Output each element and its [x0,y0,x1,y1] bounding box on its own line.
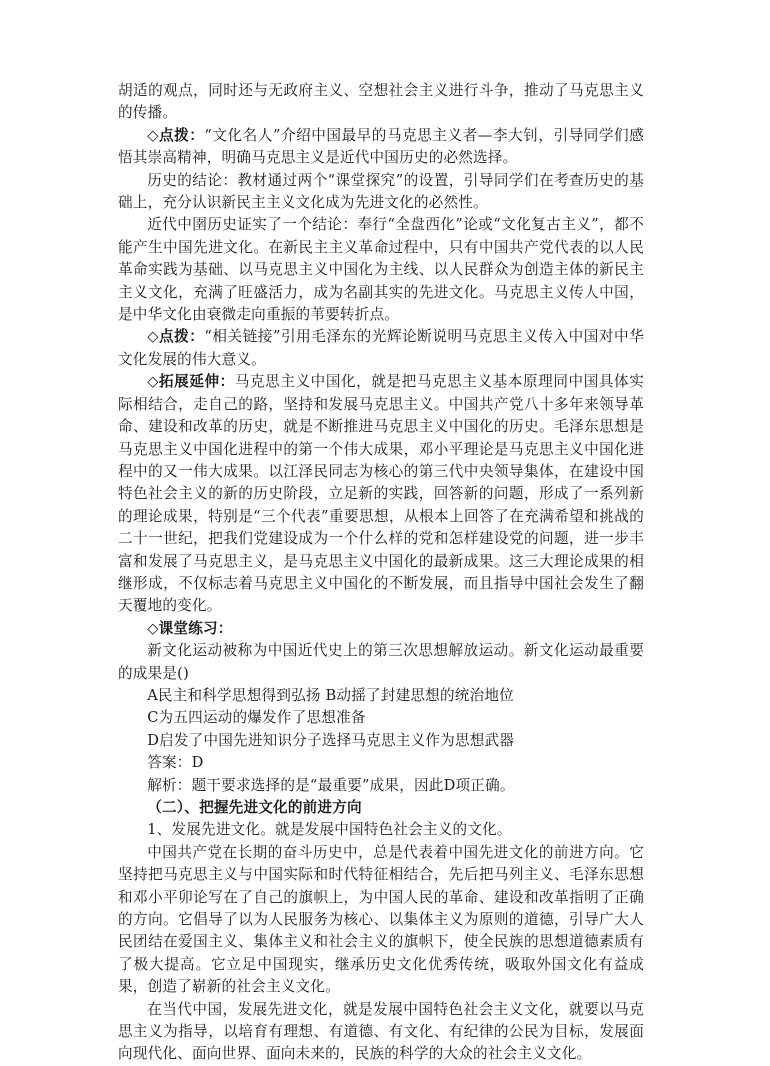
paragraph-develop: 1、发展先进文化。就是发展中国特色社会主义的文化。 [147,821,512,839]
answer: 答案：D [147,754,204,772]
paragraph-tip-1 [118,125,644,170]
tip-text: “相关链接”引用毛泽东的光辉论断说明马克思主义传入中国对中华文化发展的伟大意义。 [118,328,644,368]
paragraph-contemporary: 在当代中国，发展先进文化，就是发展中国特色社会主义文化，就要以马克思主义为指导，以培育有理想、有道德、有文化、有纪律的公民为目标，发展面向现代化、面向世界、面向未来的，民族的科学的大众的社会主义文化。 [118,1000,644,1063]
exercise-label: ◇课堂练习： [147,619,233,637]
tip-label: ◇点拨： [147,126,205,144]
tip-label: ◇点拨： [147,328,205,346]
option-ab: A民主和科学思想得到弘扬 B动摇了封建思想的统治地位 [147,686,514,704]
extension-text: 马克思主义中国化，就是把马克思主义基本原理同中国具体实际相结合，走自己的路，坚持和发展马克思主义。中国共产党八十多年来领导革命、建设和改革的历史，就是不断推进马克思主义中国化的历史。毛泽东思想是马克思主义中国化进程中的第一个伟大成果，邓小平理论是马克思主义中国化进程中的又一伟大成果。以江泽民同志为核心的第三代中央领导集体，在建设中国特色社会主义的新的历史阶段，立足新的实践，回答新的问题，形成了一系列新的理论成果，特别是“三个代表”重要思想，从根本上回答了在充满希望和挑战的二十一世纪，把我们党建设成为一个什么样的党和怎样建设党的问题，进一步丰富和发展了马克思主义，是马克思主义中国化的最新成果。这三大理论成果的相继形成，不仅标志着马克思主义中国化的不断发展，而且指导中国社会发生了翻天覆地的变化。 [118,373,644,615]
paragraph-1: 胡适的观点，同时还与无政府主义、空想社会主义进行斗争，推动了马克思主义的传播。 [118,82,644,122]
option-c: C为五四运动的爆发作了思想准备 [147,709,366,727]
paragraph-history: 近代中圉历史证实了一个结论：奉行“全盘西化”论或“文化复古主义”，都不能产生中国先进文化。在新民主主义革命过程中，只有中国共产党代表的以人民革命实践为基础、以马克思主义中国化为主线、以人民群众为创造主体的新民主主义文化，充满了旺盛活力，成为名副其实的先进文化。马克思主义传人中国，是中华文化由衰微走向重振的苇要转折点。 [118,216,644,324]
section-heading: （二）、把握先进文化的前进方向 [147,799,362,816]
paragraph-tip-2 [118,326,644,371]
paragraph-extension [118,371,644,617]
analysis: 解析：题干要求选择的是“最重要”成果，因此D项正确。 [147,776,515,794]
tip-text: “文化名人”介绍中国最早的马克思主义者—李大钊，引导同学们感悟其崇高精神，明确马克思主义是近代中国历史的必然选择。 [118,126,644,167]
exercise-question: 新文化运动被称为中国近代史上的第三次思想解放运动。新文化运动最重要的成果是() [118,642,644,682]
paragraph-party: 中国共产党在长期的奋斗历史中，总是代表着中国先进文化的前进方向。它坚持把马克思主义与中国实际和时代特征相结合，先后把马列主义、毛泽东思想和邓小平卯论写在了自己的旗帜上，为中国人民的革命、建设和改革指明了正确的方向。它倡导了以为人民服务为核心、以集体主义为原则的道德，引导广大人民团结在爱国主义、集体主义和社会主义的旗帜下，使全民族的思想道德素质有了极大提高。它立足中国现实，继承历史文化优秀传统，吸取外国文化有益成果，创造了崭新的社会主义文化。 [118,843,644,996]
option-d: D启发了中国先进知识分子选择马克思主义作为思想武器 [147,731,515,749]
paragraph-conclusion: 历史的结论：教材通过两个“课堂探究”的设置，引导同学们在考查历史的基础上，充分认识新民主主义文化成为先进文化的必然性。 [118,171,644,212]
extension-label: ◇拓展延伸： [147,373,235,391]
document-page [118,80,644,1066]
